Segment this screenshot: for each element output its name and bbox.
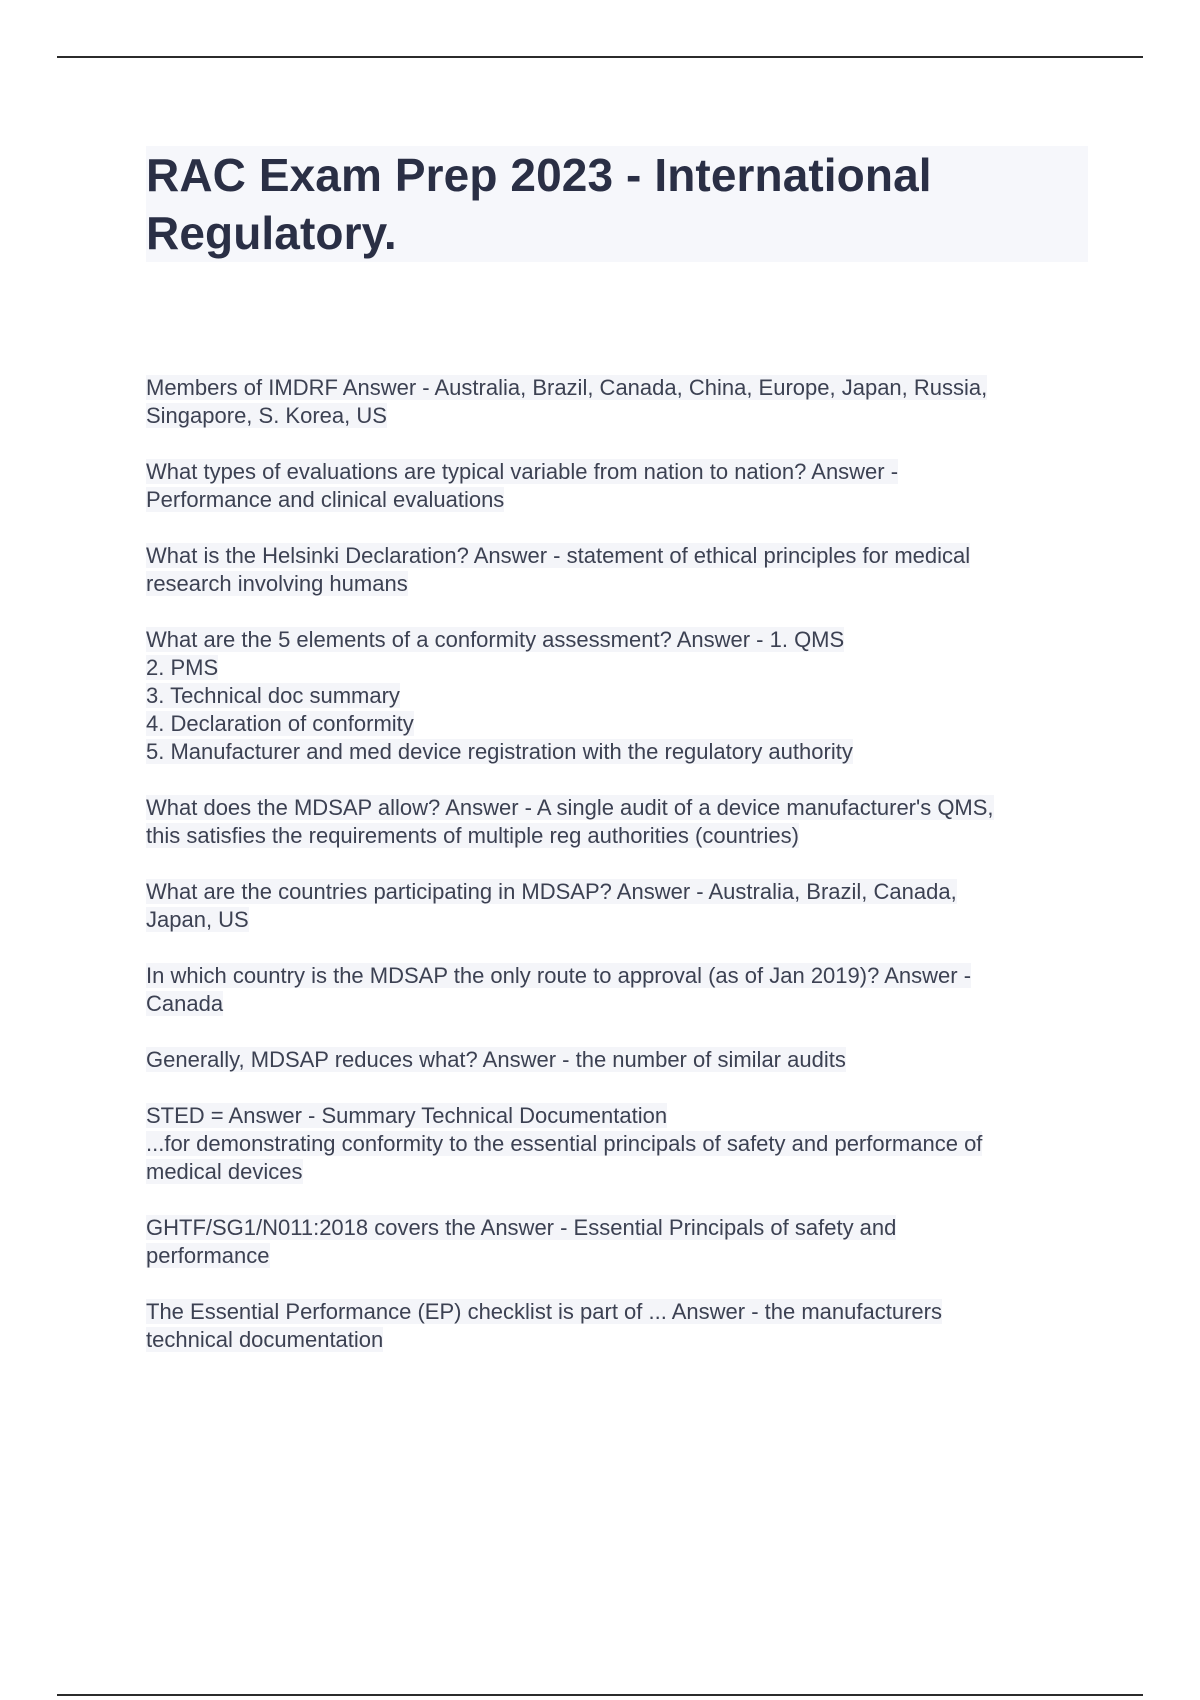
qa-item-conformity-elements: [146, 626, 1088, 766]
qa-line: STED = Answer - Summary Technical Documentation: [146, 1103, 668, 1128]
qa-line: Members of IMDRF Answer - Australia, Brazil, Canada, China, Europe, Japan, Russia,: [146, 375, 988, 400]
qa-line: What types of evaluations are typical variable from nation to nation? Answer -: [146, 459, 899, 484]
qa-line: The Essential Performance (EP) checklist is part of ... Answer - the manufacturers: [146, 1299, 942, 1324]
qa-line: performance: [146, 1243, 270, 1268]
qa-line: research involving humans: [146, 571, 408, 596]
qa-line: Generally, MDSAP reduces what? Answer - the number of similar audits: [146, 1047, 846, 1072]
document-page: [146, 146, 1088, 1382]
qa-item-helsinki-declaration: [146, 542, 1088, 598]
qa-line: 3. Technical doc summary: [146, 683, 400, 708]
qa-line: this satisfies the requirements of multiple reg authorities (countries): [146, 823, 799, 848]
qa-line: What does the MDSAP allow? Answer - A single audit of a device manufacturer's QMS,: [146, 795, 994, 820]
qa-item-mdsap-allow: [146, 794, 1088, 850]
qa-item-ghtf: [146, 1214, 1088, 1270]
qa-item-evaluation-types: [146, 458, 1088, 514]
qa-line: Canada: [146, 991, 224, 1016]
qa-line: Japan, US: [146, 907, 249, 932]
qa-item-mdsap-countries: [146, 878, 1088, 934]
qa-item-ep-checklist: [146, 1298, 1088, 1354]
qa-line: GHTF/SG1/N011:2018 covers the Answer - Essential Principals of safety and: [146, 1215, 897, 1240]
qa-item-sted: [146, 1102, 1088, 1186]
title-block: [146, 146, 1088, 262]
qa-line: medical devices: [146, 1159, 303, 1184]
qa-line: Singapore, S. Korea, US: [146, 403, 387, 428]
qa-line: Performance and clinical evaluations: [146, 487, 505, 512]
qa-line: ...for demonstrating conformity to the essential principals of safety and performance of: [146, 1131, 983, 1156]
qa-line: In which country is the MDSAP the only route to approval (as of Jan 2019)? Answer -: [146, 963, 972, 988]
qa-line: technical documentation: [146, 1327, 384, 1352]
header-rule: [57, 56, 1143, 58]
title-line-1: RAC Exam Prep 2023 - International: [146, 149, 932, 201]
title-line-2: Regulatory.: [146, 207, 397, 259]
qa-line: 5. Manufacturer and med device registration with the regulatory authority: [146, 739, 853, 764]
qa-item-mdsap-only-route: [146, 962, 1088, 1018]
qa-line: What are the 5 elements of a conformity assessment? Answer - 1. QMS: [146, 627, 845, 652]
qa-line: 4. Declaration of conformity: [146, 711, 414, 736]
qa-list: [146, 374, 1088, 1354]
qa-line: What are the countries participating in MDSAP? Answer - Australia, Brazil, Canada,: [146, 879, 957, 904]
qa-line: What is the Helsinki Declaration? Answer - statement of ethical principles for medical: [146, 543, 971, 568]
qa-item-imdrf-members: [146, 374, 1088, 430]
qa-item-mdsap-reduces: [146, 1046, 1088, 1074]
footer-rule: [57, 1694, 1143, 1696]
document-title: [146, 146, 1084, 262]
qa-line: 2. PMS: [146, 655, 219, 680]
